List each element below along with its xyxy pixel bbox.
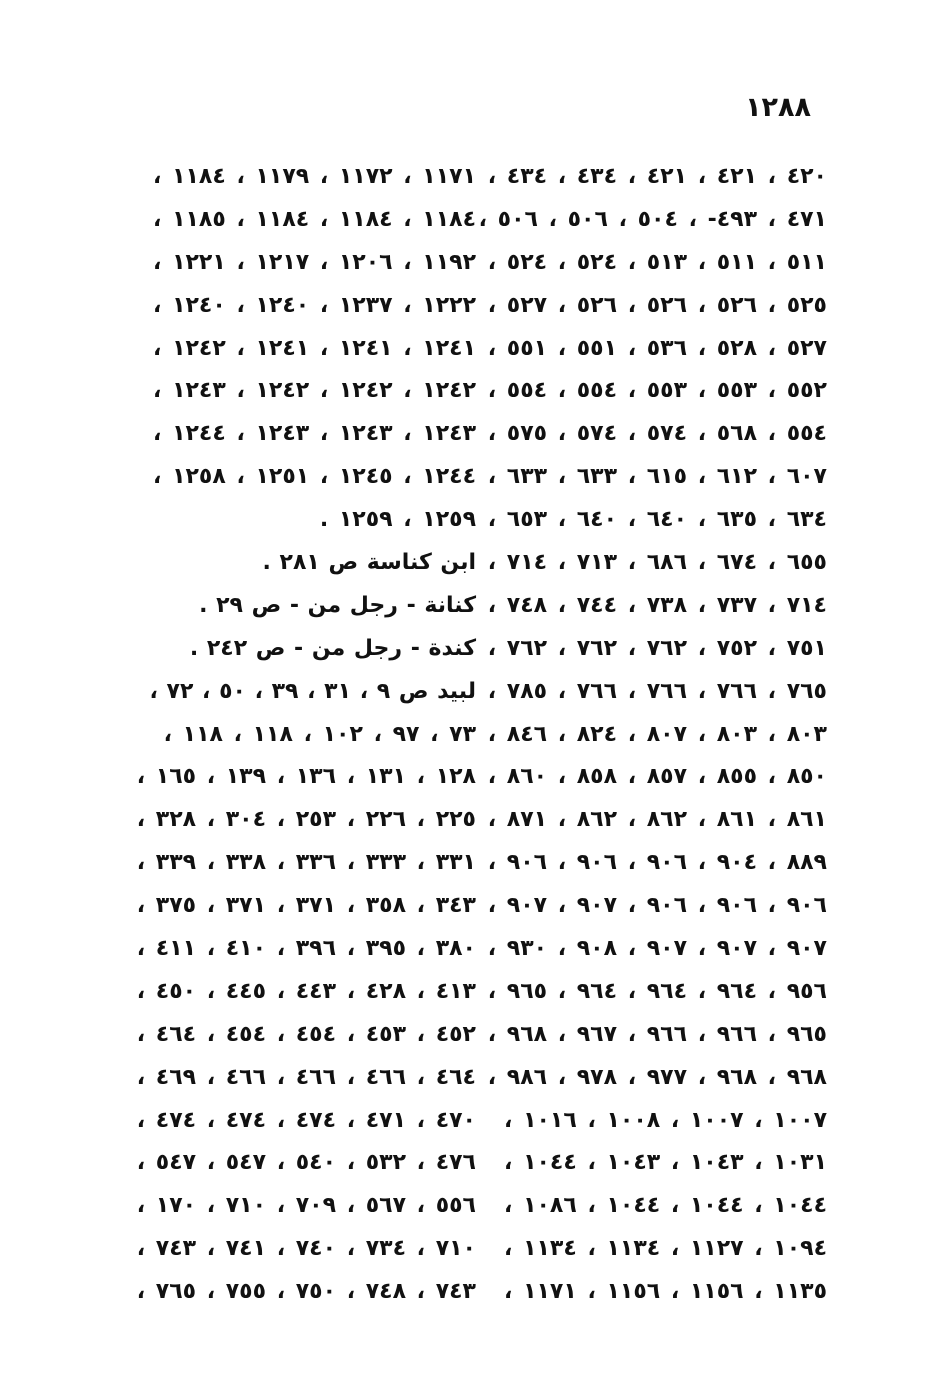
index-line: ١٢٢٢ ، ١٢٣٧ ، ١٢٤٠ ، ١٢٤٠ ، [153, 292, 476, 318]
index-line: ٤٢٠ ، ٤٢١ ، ٤٢١ ، ٤٣٤ ، ٤٣٤ ، [487, 164, 827, 189]
index-entry-heading: ابن كناسة ص ٢٨١ . [262, 550, 476, 576]
index-line: ١١٩٢ ، ١٢٠٦ ، ١٢١٧ ، ١٢٢١ ، [153, 249, 476, 275]
index-line: ٨٨٩ ، ٩٠٤ ، ٩٠٦ ، ٩٠٦ ، ٩٠٦ ، [487, 850, 827, 876]
index-line: ١٠٩٤ ، ١١٢٧ ، ١١٣٤ ، ١١٣٤ ، [504, 1236, 827, 1262]
index-line: ١٢٤٤ ، ١٢٤٥ ، ١٢٥١ ، ١٢٥٨ ، [153, 464, 476, 490]
index-line: ٩٦٨ ، ٩٦٨ ، ٩٧٧ ، ٩٧٨ ، ٩٨٦ ، [487, 1064, 827, 1090]
index-line: ٦٥٥ ، ٦٧٤ ، ٦٨٦ ، ٧١٣ ، ٧١٤ ، [487, 550, 827, 576]
index-line: ٤٧٠ ، ٤٧١ ، ٤٧٤ ، ٤٧٤ ، ٤٧٤ ، [136, 1107, 476, 1133]
index-line: ١٢٤٣ ، ١٢٤٣ ، ١٢٤٣ ، ١٢٤٤ ، [153, 421, 476, 447]
index-line: ٥٥٤ ، ٥٦٨ ، ٥٧٤ ، ٥٧٤ ، ٥٧٥ ، [487, 421, 827, 447]
index-line: ٦٠٧ ، ٦١٢ ، ٦١٥ ، ٦٣٣ ، ٦٣٣ ، [487, 464, 827, 490]
index-line: ٤٧٦ ، ٥٣٢ ، ٥٤٠ ، ٥٤٧ ، ٥٤٧ ، [136, 1150, 476, 1176]
index-line: ١١٨٤ ، ١١٨٤ ، ١١٨٤ ، ١١٨٥ ، [153, 206, 476, 232]
index-line: ٥٢٧ ، ٥٢٨ ، ٥٣٦ ، ٥٥١ ، ٥٥١ ، [487, 335, 827, 361]
index-line: ١١٧١ ، ١١٧٢ ، ١١٧٩ ، ١١٨٤ ، [153, 164, 476, 189]
index-line: ٤٥٢ ، ٤٥٣ ، ٤٥٤ ، ٤٥٤ ، ٤٦٤ ، [136, 1021, 476, 1047]
index-line: ١٢٤١ ، ١٢٤١ ، ١٢٤١ ، ١٢٤٢ ، [153, 335, 476, 361]
index-line: ٧٤٣ ، ٧٤٨ ، ٧٥٠ ، ٧٥٥ ، ٧٦٥ ، [136, 1279, 476, 1305]
index-column-left [136, 156, 476, 1314]
index-line: ١٢٥٩ ، ١٢٥٩ . [319, 507, 476, 533]
index-entry-heading: لبيد ص ٩ ، ٣١ ، ٣٩ ، ٥٠ ، ٧٢ ، [149, 678, 476, 704]
index-line: ٧٦٥ ، ٧٦٦ ، ٧٦٦ ، ٧٦٦ ، ٧٨٥ ، [487, 678, 827, 704]
index-line: ٨٥٠ ، ٨٥٥ ، ٨٥٧ ، ٨٥٨ ، ٨٦٠ ، [487, 764, 827, 790]
index-entry-heading: كنانة - رجل من - ص ٢٩ . [199, 592, 476, 618]
index-line: ١٠٠٧ ، ١٠٠٧ ، ١٠٠٨ ، ١٠١٦ ، [504, 1107, 827, 1133]
index-line: ٣٤٣ ، ٣٥٨ ، ٣٧١ ، ٣٧١ ، ٣٧٥ ، [136, 893, 476, 919]
index-line: ٨٠٣ ، ٨٠٣ ، ٨٠٧ ، ٨٢٤ ، ٨٤٦ ، [487, 721, 827, 747]
index-line: ٤١٣ ، ٤٢٨ ، ٤٤٣ ، ٤٤٥ ، ٤٥٠ ، [136, 978, 476, 1004]
index-line: ٤٧١ ، ٤٩٣- ، ٥٠٤ ، ٥٠٦ ، ٥٠٦ ، [478, 206, 827, 232]
index-line: ١٢٨ ، ١٣١ ، ١٣٦ ، ١٣٩ ، ١٦٥ ، [136, 764, 476, 790]
index-line: ٩٠٦ ، ٩٠٦ ، ٩٠٦ ، ٩٠٧ ، ٩٠٧ ، [487, 893, 827, 919]
index-line: ١٢٤٢ ، ١٢٤٢ ، ١٢٤٢ ، ١٢٤٣ ، [153, 378, 476, 404]
index-line: ٥٥٢ ، ٥٥٣ ، ٥٥٣ ، ٥٥٤ ، ٥٥٤ ، [487, 378, 827, 404]
index-line: ٥٢٥ ، ٥٢٦ ، ٥٢٦ ، ٥٢٦ ، ٥٢٧ ، [487, 292, 827, 318]
index-column-right [478, 156, 827, 1314]
index-line: ٩٥٦ ، ٩٦٤ ، ٩٦٤ ، ٩٦٤ ، ٩٦٥ ، [487, 978, 827, 1004]
index-line: ١٠٤٤ ، ١٠٤٤ ، ١٠٤٤ ، ١٠٨٦ ، [504, 1193, 827, 1219]
page-number: ١٢٨٨ [745, 92, 811, 123]
index-line: ٦٣٤ ، ٦٣٥ ، ٦٤٠ ، ٦٤٠ ، ٦٥٣ ، [487, 507, 827, 533]
index-line: ٣٣١ ، ٣٣٣ ، ٣٣٦ ، ٣٣٨ ، ٣٣٩ ، [136, 850, 476, 876]
index-line: ٥٥٦ ، ٥٦٧ ، ٧٠٩ ، ٧١٠ ، ١٧٠ ، [136, 1193, 476, 1219]
index-line: ١٠٣١ ، ١٠٤٣ ، ١٠٤٣ ، ١٠٤٤ ، [504, 1150, 827, 1176]
index-line: ٧١٠ ، ٧٣٤ ، ٧٤٠ ، ٧٤١ ، ٧٤٣ ، [136, 1236, 476, 1262]
index-line: ٣٨٠ ، ٣٩٥ ، ٣٩٦ ، ٤١٠ ، ٤١١ ، [136, 936, 476, 962]
index-entry-heading: كندة - رجل من - ص ٢٤٢ . [189, 635, 476, 661]
index-line: ٩٠٧ ، ٩٠٧ ، ٩٠٧ ، ٩٠٨ ، ٩٣٠ ، [487, 936, 827, 962]
index-line: ٥١١ ، ٥١١ ، ٥١٣ ، ٥٢٤ ، ٥٢٤ ، [487, 249, 827, 275]
index-line: ٨٦١ ، ٨٦١ ، ٨٦٢ ، ٨٦٢ ، ٨٧١ ، [487, 807, 827, 833]
index-line: ٤٦٤ ، ٤٦٦ ، ٤٦٦ ، ٤٦٦ ، ٤٦٩ ، [136, 1064, 476, 1090]
index-line: ١١٣٥ ، ١١٥٦ ، ١١٥٦ ، ١١٧١ ، [504, 1279, 827, 1305]
index-line: ٩٦٥ ، ٩٦٦ ، ٩٦٦ ، ٩٦٧ ، ٩٦٨ ، [487, 1021, 827, 1047]
index-line: ٧٣ ، ٩٧ ، ١٠٢ ، ١١٨ ، ١١٨ ، [163, 721, 476, 747]
index-line: ٧٥١ ، ٧٥٢ ، ٧٦٢ ، ٧٦٢ ، ٧٦٢ ، [487, 635, 827, 661]
index-line: ٧١٤ ، ٧٣٧ ، ٧٣٨ ، ٧٤٤ ، ٧٤٨ ، [487, 592, 827, 618]
index-line: ٢٢٥ ، ٢٢٦ ، ٢٥٣ ، ٣٠٤ ، ٣٢٨ ، [136, 807, 476, 833]
